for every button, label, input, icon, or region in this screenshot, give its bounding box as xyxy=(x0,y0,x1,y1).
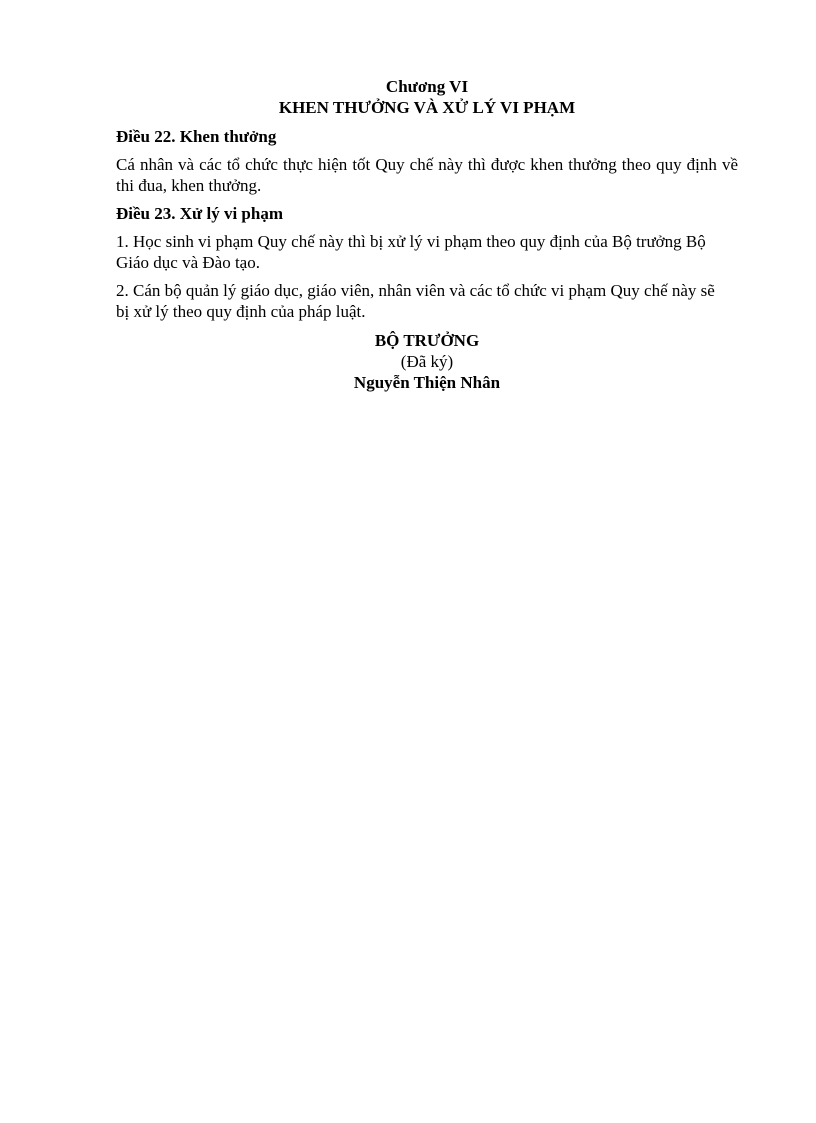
signature-status: (Đã ký) xyxy=(400,352,454,371)
article-23-paragraph-1: 1. Học sinh vi phạm Quy chế này thì bị xử lý vi phạm theo quy định của Bộ trưởng Bộ Giáo dục và Đào tạo. xyxy=(116,232,706,272)
article-23-heading: Điều 23. Xử lý vi phạm xyxy=(116,204,283,223)
article-22-heading: Điều 22. Khen thưởng xyxy=(116,127,277,146)
document-content xyxy=(116,76,738,393)
signature-block xyxy=(116,330,738,393)
article-22-paragraph-1: Cá nhân và các tổ chức thực hiện tốt Quy chế này thì được khen thưởng theo quy định về thi đua, khen thưởng. xyxy=(116,155,738,195)
article-23-paragraph-2: 2. Cán bộ quản lý giáo dục, giáo viên, nhân viên và các tổ chức vi phạm Quy chế này sẽ bị xử lý theo quy định của pháp luật. xyxy=(116,281,715,321)
signature-name: Nguyễn Thiện Nhân xyxy=(353,373,501,392)
chapter-number: Chương VI xyxy=(385,77,469,96)
signature-position: BỘ TRƯỞNG xyxy=(374,331,480,350)
chapter-title: KHEN THƯỞNG VÀ XỬ LÝ VI PHẠM xyxy=(278,98,576,117)
